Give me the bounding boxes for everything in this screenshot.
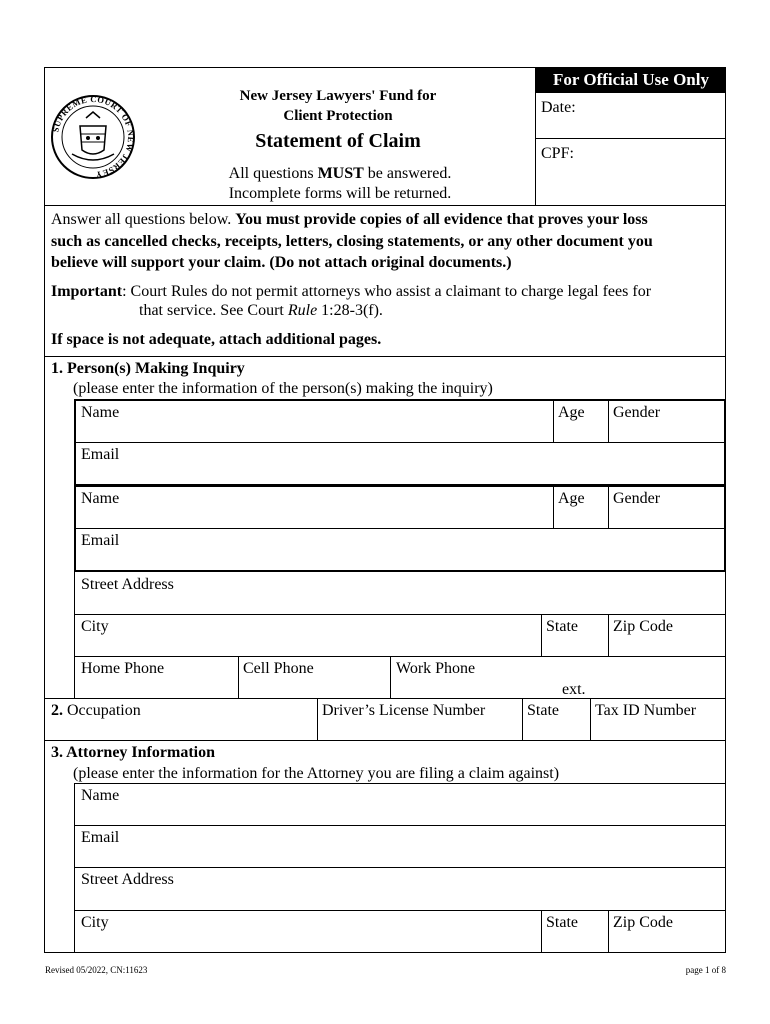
incomplete-note: Incomplete forms will be returned.: [228, 185, 452, 202]
person1-name-field[interactable]: [75, 401, 552, 441]
fund-name-line2: Client Protection: [283, 108, 393, 124]
state-field[interactable]: [542, 615, 607, 655]
person2-gender-label: Gender: [613, 490, 661, 507]
person1-gender-label: Gender: [613, 404, 661, 421]
attorney-state-label: State: [546, 914, 578, 931]
person1-name-label: Name: [81, 404, 120, 421]
important-line2: that service. See Court Rule 1:28-3(f).: [139, 302, 383, 319]
attorney-city-field[interactable]: [75, 911, 540, 951]
official-title: For Official Use Only: [553, 70, 709, 89]
attorney-state-field[interactable]: [542, 911, 607, 951]
license-state-field[interactable]: [523, 699, 589, 739]
attorney-zip-label: Zip Code: [613, 914, 673, 931]
person2-age-label: Age: [558, 490, 585, 507]
page-number: page 1 of 8: [685, 965, 726, 975]
home-phone-label: Home Phone: [81, 660, 165, 677]
section1-subtitle: (please enter the information of the person(s) making the inquiry): [73, 380, 493, 397]
official-cpf-label: CPF:: [541, 145, 574, 162]
person1-gender-field[interactable]: [609, 401, 724, 441]
person2-name-label: Name: [81, 490, 120, 507]
street-address-label: Street Address: [81, 576, 174, 593]
section1-top-line: [44, 356, 726, 357]
home-phone-field[interactable]: [75, 657, 237, 697]
city-field[interactable]: [75, 615, 540, 655]
person1-email-field[interactable]: [75, 443, 724, 484]
fund-name-line1: New Jersey Lawyers' Fund for: [239, 88, 437, 104]
work-phone-label: Work Phone: [396, 660, 476, 677]
attorney-email-label: Email: [81, 829, 120, 846]
frame-left: [44, 67, 45, 952]
work-phone-ext-label: ext.: [562, 681, 586, 698]
official-date-field[interactable]: [592, 96, 722, 134]
license-state-label: State: [527, 702, 559, 719]
attorney-zip-field[interactable]: [609, 911, 724, 951]
person2-email-field[interactable]: [75, 529, 724, 570]
form-title: Statement of Claim: [255, 130, 421, 152]
official-divider: [535, 138, 725, 139]
occupation-label: 2. Occupation: [51, 702, 141, 719]
section3-title: 3. Attorney Information: [51, 744, 215, 761]
frame-bottom: [44, 952, 726, 953]
revision-note: Revised 05/2022, CN:11623: [45, 965, 148, 975]
tax-id-field[interactable]: [591, 699, 724, 739]
instructions-line2: such as cancelled checks, receipts, letters, closing statements, or any other document you: [51, 233, 653, 250]
work-phone-field[interactable]: [391, 657, 724, 697]
tax-id-label: Tax ID Number: [595, 702, 697, 719]
official-cpf-field[interactable]: [585, 140, 722, 202]
drivers-license-label: Driver’s License Number: [322, 702, 486, 719]
cell-phone-field[interactable]: [239, 657, 389, 697]
section1-title: 1. Person(s) Making Inquiry: [51, 360, 245, 377]
attorney-name-field[interactable]: [75, 784, 724, 824]
official-header: [536, 68, 726, 93]
space-note: If space is not adequate, attach additional pages.: [51, 331, 382, 348]
important-line1: Important: Court Rules do not permit attorneys who assist a claimant to charge legal fees for: [51, 283, 652, 300]
svg-text:SUPREME COURT OF NEW JERSEY: SUPREME COURT OF NEW JERSEY: [50, 94, 136, 180]
section3-top-line: [44, 740, 726, 741]
official-date-label: Date:: [541, 99, 576, 116]
attorney-street-field[interactable]: [75, 868, 724, 909]
section3-subtitle: (please enter the information for the Attorney you are filing a claim against): [73, 765, 560, 782]
state-label: State: [546, 618, 578, 635]
person2-gender-field[interactable]: [609, 487, 724, 527]
occupation-field[interactable]: [45, 699, 316, 739]
court-seal: [50, 94, 136, 180]
header-bottom-line: [44, 205, 726, 206]
person1-email-label: Email: [81, 446, 120, 463]
attorney-email-field[interactable]: [75, 826, 724, 866]
drivers-license-field[interactable]: [318, 699, 521, 739]
zip-field[interactable]: [609, 615, 724, 655]
person2-name-field[interactable]: [75, 487, 552, 527]
street-address-field[interactable]: [75, 573, 724, 613]
instructions-line3: believe will support your claim. (Do not attach original documents.): [51, 254, 512, 271]
person1-age-field[interactable]: [554, 401, 607, 441]
attorney-name-label: Name: [81, 787, 120, 804]
instructions-line1: Answer all questions below. You must provide copies of all evidence that proves your loss: [51, 211, 648, 228]
required-note: All questions MUST be answered.: [228, 165, 452, 182]
attorney-city-label: City: [81, 914, 109, 931]
cell-phone-label: Cell Phone: [243, 660, 314, 677]
person2-age-field[interactable]: [554, 487, 607, 527]
person1-age-label: Age: [558, 404, 585, 421]
city-label: City: [81, 618, 109, 635]
person2-email-label: Email: [81, 532, 120, 549]
attorney-street-label: Street Address: [81, 871, 174, 888]
zip-label: Zip Code: [613, 618, 673, 635]
